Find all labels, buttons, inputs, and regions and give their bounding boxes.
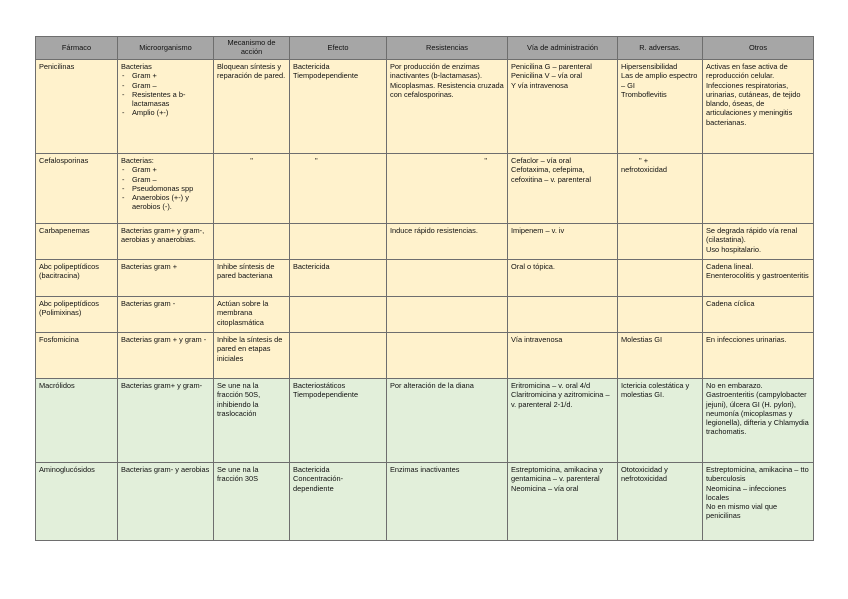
- header-adversas: R. adversas.: [618, 37, 703, 60]
- adversas-line: nefrotoxicidad: [621, 165, 668, 175]
- row-bacitracina: [36, 260, 814, 297]
- micro-list: [121, 165, 210, 211]
- header-efecto: Efecto: [290, 37, 387, 60]
- row-cefalosporinas: [36, 154, 814, 224]
- cell-mecanismo: [214, 154, 290, 224]
- via-line: Y vía intravenosa: [511, 80, 568, 90]
- cell-microorganismo: Bacterias gram+ y gram-, aerobias y anaerobias.: [118, 224, 214, 260]
- row-carbapenemas: [36, 224, 814, 260]
- ditto-mark: ": [250, 156, 253, 165]
- cell-microorganismo: [118, 60, 214, 154]
- cell-via: [508, 154, 618, 224]
- cell-adversas: [618, 60, 703, 154]
- via-line: Cefotaxima, cefepima, cefoxitina – v. parenteral: [511, 165, 591, 184]
- via-line: Penicilina G – parenteral: [511, 62, 592, 71]
- cell-via: Oral o tópica.: [508, 260, 618, 297]
- cell-via: [508, 463, 618, 541]
- cell-resistencias: [387, 297, 508, 333]
- cell-resistencias: Induce rápido resistencias.: [387, 224, 508, 260]
- cell-microorganismo: Bacterias gram+ y gram-: [118, 379, 214, 463]
- adversas-line: Tromboflevitis: [621, 89, 667, 99]
- adversas-ditto-line: [621, 156, 699, 165]
- cell-farmaco: Abc polipeptídicos (bacitracina): [36, 260, 118, 297]
- cell-adversas: [618, 154, 703, 224]
- otros-line: Cadena lineal.: [706, 262, 754, 271]
- micro-list: [121, 71, 210, 117]
- cell-mecanismo: Se une na la fracción 30S: [214, 463, 290, 541]
- header-otros: Otros: [703, 37, 814, 60]
- micro-title: Bacterias: [121, 62, 152, 71]
- cell-efecto: [290, 333, 387, 379]
- cell-farmaco: Macrólidos: [36, 379, 118, 463]
- resistencias-line: Por producción de enzimas inactivantes (b-lactamasas).: [390, 62, 483, 81]
- header-microorganismo: Microorganismo: [118, 37, 214, 60]
- cell-efecto: [290, 463, 387, 541]
- cell-farmaco: Cefalosporinas: [36, 154, 118, 224]
- row-aminoglucosidos: [36, 463, 814, 541]
- via-line: Neomicina – vía oral: [511, 483, 579, 493]
- otros-line: Se degrada rápido vía renal (cilastatina).: [706, 226, 798, 245]
- cell-mecanismo: Inhibe síntesis de pared bacteriana: [214, 260, 290, 297]
- efecto-line: Bactericida: [293, 465, 330, 474]
- antibiotics-table: [35, 36, 814, 541]
- micro-item: - Resistentes a b-lactamasas: [121, 90, 210, 109]
- cell-efecto: [290, 224, 387, 260]
- ditto-mark: ": [315, 156, 318, 165]
- efecto-line: Bacteriostáticos: [293, 381, 346, 390]
- header-row: [36, 37, 814, 60]
- micro-item: - Pseudomonas spp: [121, 184, 210, 193]
- cell-efecto: [290, 297, 387, 333]
- cell-efecto: [290, 154, 387, 224]
- otros-line: Activas en fase activa de reproducción celular.: [706, 62, 788, 81]
- cell-adversas: [618, 260, 703, 297]
- header-farmaco: Fármaco: [36, 37, 118, 60]
- cell-microorganismo: [118, 154, 214, 224]
- via-line: Penicilina V – vía oral: [511, 71, 583, 81]
- cell-adversas: Ototoxicidad y nefrotoxicidad: [618, 463, 703, 541]
- cell-via: Imipenem – v. iv: [508, 224, 618, 260]
- via-line: Estreptomicina, amikacina y gentamicina – v. parenteral: [511, 465, 604, 484]
- plus-sign: +: [643, 156, 649, 165]
- otros-line: No en mismo vial que penicilinas: [706, 502, 778, 521]
- header-via: Vía de administración: [508, 37, 618, 60]
- cell-otros: [703, 463, 814, 541]
- efecto-line: Bactericida: [293, 62, 330, 71]
- otros-line: Gastroenteritis (campylobacter jejuni), úlcera GI (H. pylori), neumonía (micoplasmas y legionella), difteria y Chlamydia trachomatis.: [706, 390, 809, 437]
- cell-otros: [703, 60, 814, 154]
- adversas-line: Hipersensibilidad: [621, 62, 678, 71]
- cell-resistencias: Enzimas inactivantes: [387, 463, 508, 541]
- otros-line: Uso hospitalario.: [706, 244, 762, 254]
- cell-farmaco: Penicilinas: [36, 60, 118, 154]
- ditto-mark: ": [639, 156, 642, 165]
- micro-item: - Anaerobios (+-) y aerobios (-).: [121, 193, 210, 212]
- cell-microorganismo: Bacterias gram -: [118, 297, 214, 333]
- cell-via: Vía intravenosa: [508, 333, 618, 379]
- cell-resistencias: [387, 60, 508, 154]
- cell-otros: [703, 224, 814, 260]
- adversas-line: Las de amplio espectro – GI: [621, 71, 698, 90]
- cell-efecto: [290, 379, 387, 463]
- row-fosfomicina: [36, 333, 814, 379]
- cell-resistencias: [387, 154, 508, 224]
- otros-line: No en embarazo.: [706, 381, 763, 390]
- via-line: Claritromicina y azitromicina – v. parenteral 2-1/d.: [511, 390, 610, 409]
- micro-item: - Gram +: [121, 165, 210, 174]
- efecto-line: Tiempodependiente: [293, 390, 359, 400]
- micro-item: - Amplio (+-): [121, 108, 210, 117]
- micro-title: Bacterias:: [121, 156, 154, 165]
- efecto-line: Tiempodependiente: [293, 71, 359, 81]
- efecto-line: Concentración-dependiente: [293, 474, 344, 493]
- cell-via: [508, 297, 618, 333]
- cell-adversas: Ictericia colestática y molestias GI.: [618, 379, 703, 463]
- via-line: Eritromicina – v. oral 4/d: [511, 381, 591, 390]
- cell-microorganismo: Bacterias gram +: [118, 260, 214, 297]
- row-polimixinas: [36, 297, 814, 333]
- cell-resistencias: Por alteración de la diana: [387, 379, 508, 463]
- cell-mecanismo: Bloquean síntesis y reparación de pared.: [214, 60, 290, 154]
- cell-mecanismo: Inhibe la síntesis de pared en etapas iniciales: [214, 333, 290, 379]
- cell-otros: En infecciones urinarias.: [703, 333, 814, 379]
- cell-otros: [703, 154, 814, 224]
- cell-via: [508, 60, 618, 154]
- via-line: Cefaclor – vía oral: [511, 156, 571, 165]
- cell-efecto: Bactericida: [290, 260, 387, 297]
- header-mecanismo: Mecanismo de acción: [214, 37, 290, 60]
- cell-mecanismo: Se une na la fracción 50S, inhibiendo la traslocación: [214, 379, 290, 463]
- cell-otros: Cadena cíclica: [703, 297, 814, 333]
- cell-otros: [703, 379, 814, 463]
- cell-adversas: Molestias GI: [618, 333, 703, 379]
- cell-mecanismo: Actúan sobre la membrana citoplasmática: [214, 297, 290, 333]
- otros-line: Infecciones respiratorias, urinarias, cutáneas, de tejido blando, óseas, de articulaciones y meningitis bacterianas.: [706, 80, 801, 127]
- cell-via: [508, 379, 618, 463]
- row-penicilinas: [36, 60, 814, 154]
- micro-item: - Gram –: [121, 81, 210, 90]
- otros-line: Neomicina – infecciones locales: [706, 483, 787, 502]
- micro-item: - Gram –: [121, 175, 210, 184]
- row-macrolidos: [36, 379, 814, 463]
- cell-farmaco: Fosfomicina: [36, 333, 118, 379]
- cell-otros: [703, 260, 814, 297]
- cell-efecto: [290, 60, 387, 154]
- cell-farmaco: Aminoglucósidos: [36, 463, 118, 541]
- otros-line: Enenterocolitis y gastroenteritis: [706, 271, 809, 281]
- otros-line: Estreptomicina, amikacina – tto tuberculosis: [706, 465, 809, 484]
- cell-mecanismo: [214, 224, 290, 260]
- resistencias-line: Micoplasmas. Resistencia cruzada con cefalosporinas.: [390, 80, 504, 99]
- cell-adversas: [618, 297, 703, 333]
- header-resistencias: Resistencias: [387, 37, 508, 60]
- cell-resistencias: [387, 333, 508, 379]
- cell-adversas: [618, 224, 703, 260]
- cell-farmaco: Carbapenemas: [36, 224, 118, 260]
- cell-farmaco: Abc polipeptídicos (Polimixinas): [36, 297, 118, 333]
- cell-resistencias: [387, 260, 508, 297]
- ditto-mark: ": [484, 156, 487, 165]
- cell-microorganismo: Bacterias gram- y aerobias: [118, 463, 214, 541]
- cell-microorganismo: Bacterias gram + y gram -: [118, 333, 214, 379]
- micro-item: - Gram +: [121, 71, 210, 80]
